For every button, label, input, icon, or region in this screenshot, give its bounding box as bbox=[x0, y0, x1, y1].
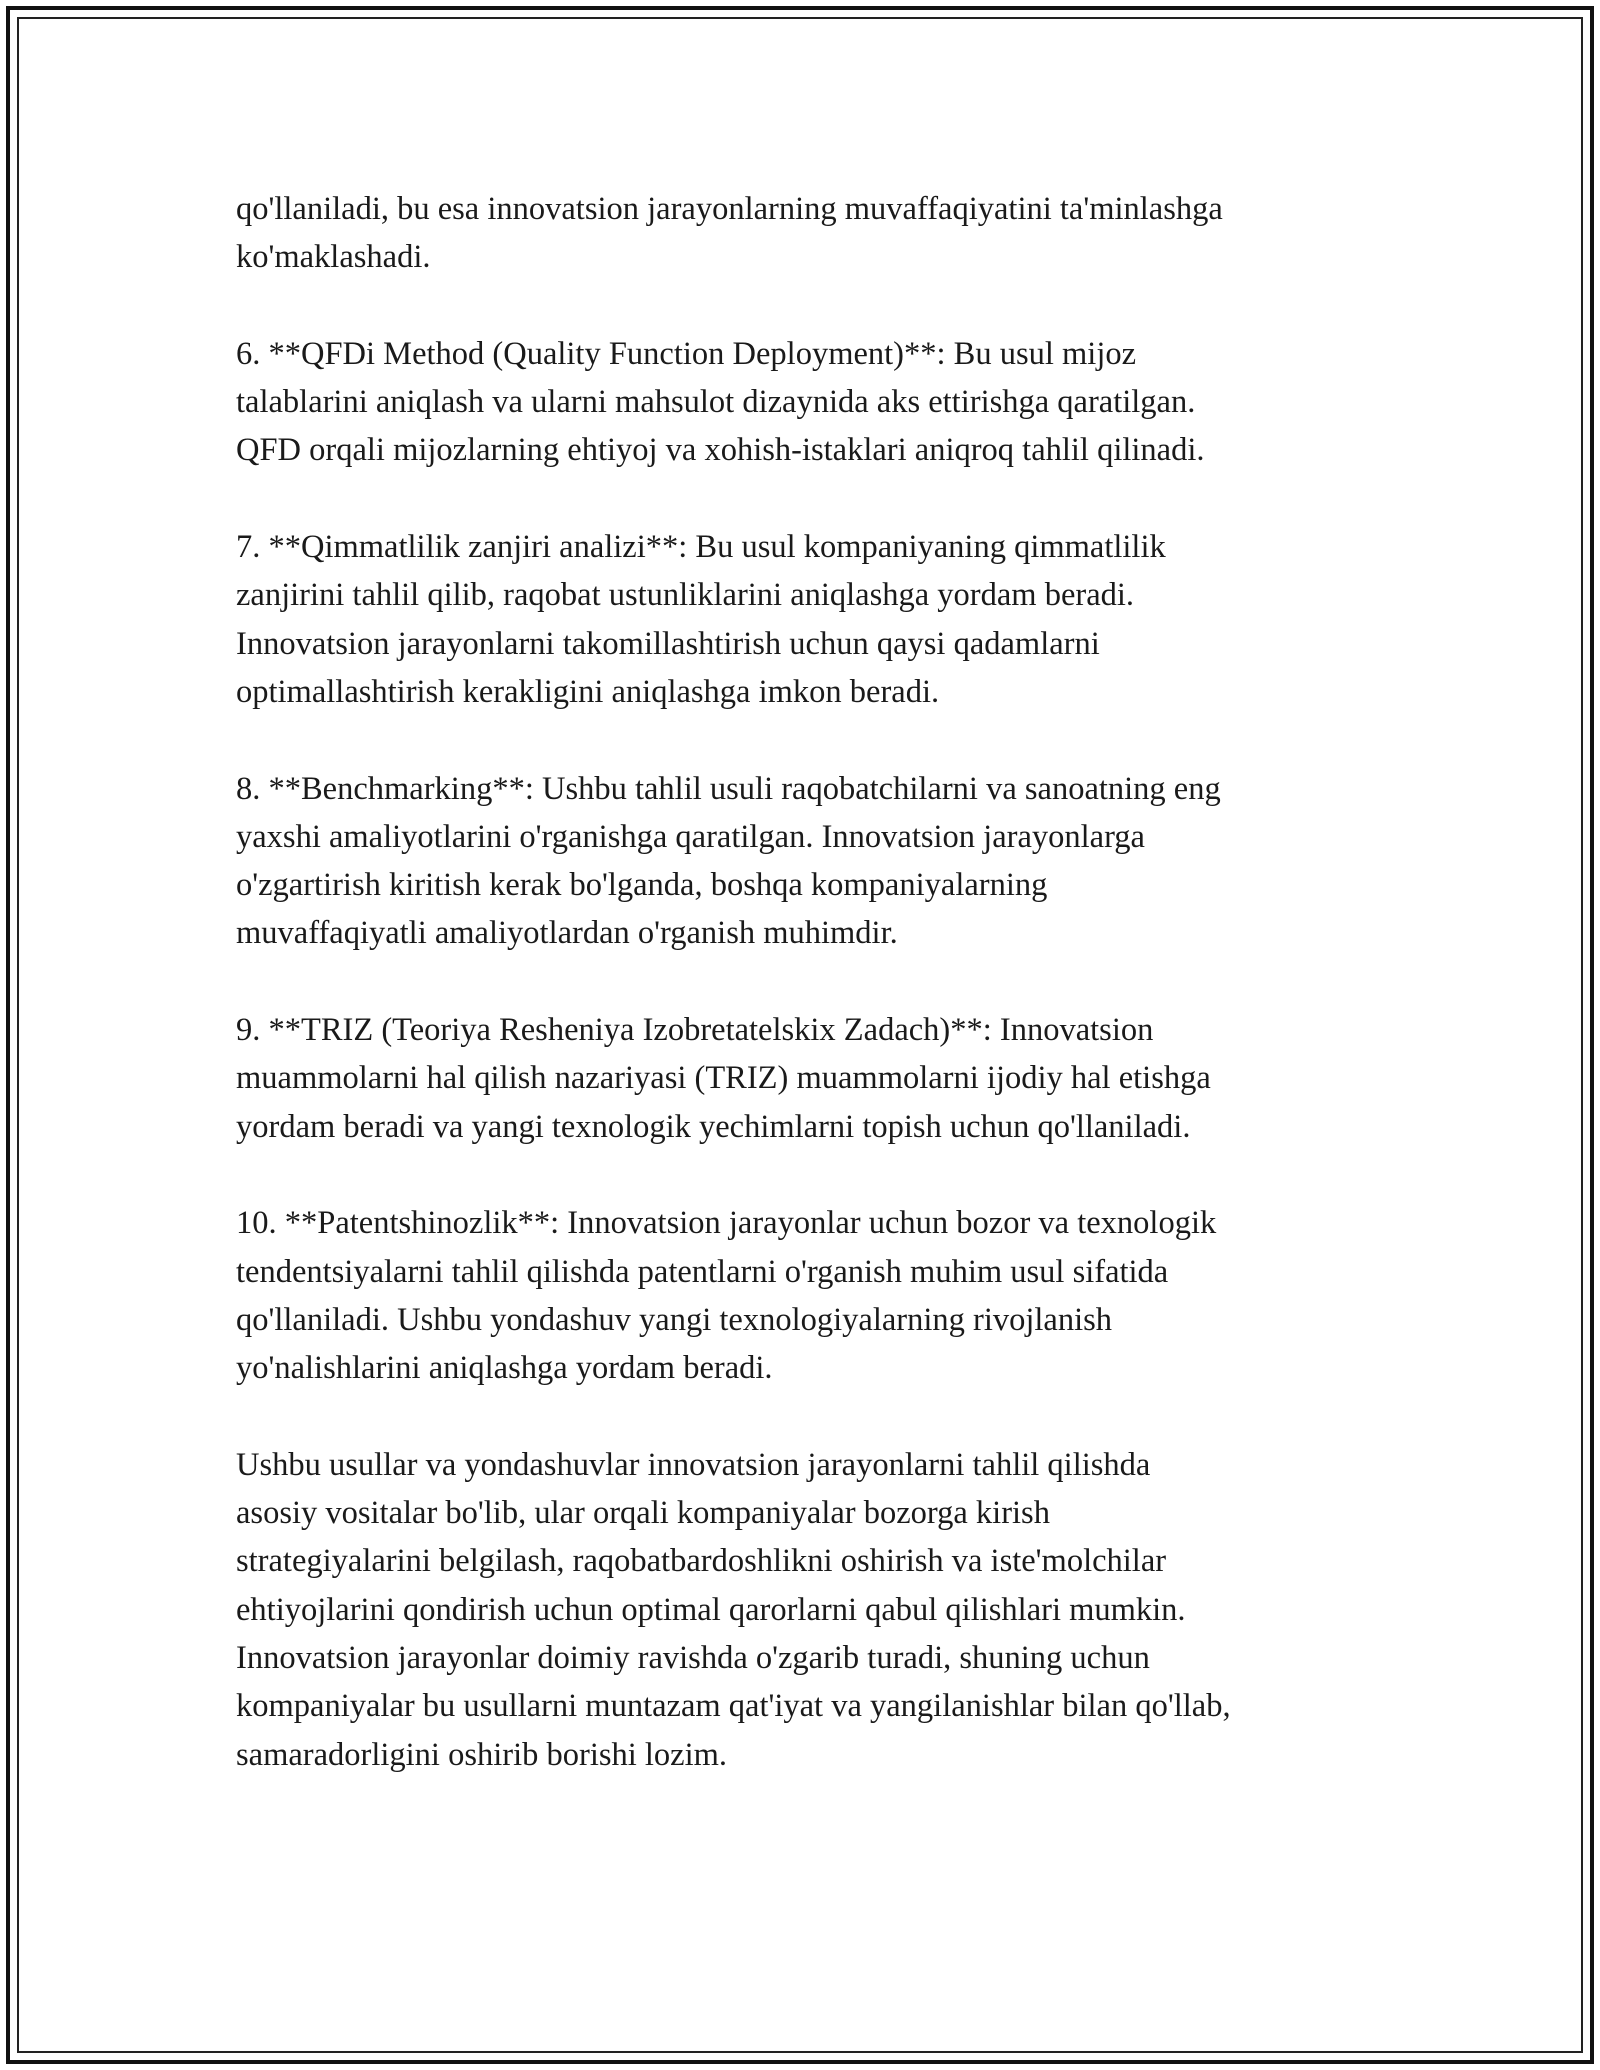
paragraph-item-9-triz: 9. **TRIZ (Teoriya Resheniya Izobretatelskix Zadach)**: Innovatsion muammolarni hal qilish nazariyasi (TRIZ) muammolarni ijodiy hal etishga yordam beradi va yangi texnologik yechimlarni topish uchun qo'llaniladi. bbox=[236, 1012, 1211, 1145]
paragraph-item-8-benchmarking: 8. **Benchmarking**: Ushbu tahlil usuli raqobatchilarni va sanoatning eng yaxshi amaliyotlarini o'rganishga qaratilgan. Innovatsion jarayonlarga o'zgartirish kiritish kerak bo'lganda, boshqa kompaniyalarning muvaffaqiyatli amaliyotlardan o'rganish muhimdir. bbox=[236, 770, 1221, 952]
paragraph-conclusion: Ushbu usullar va yondashuvlar innovatsion jarayonlarni tahlil qilishda asosiy vositalar bo'lib, ular orqali kompaniyalar bozorga kirish strategiyalarini belgilash, raqobatbardoshlikni oshirish va iste'molchilar ehtiyojlarini qondirish uchun optimal qarorlarni qabul qilishlari mumkin. Innovatsion jarayonlar doimiy ravishda o'zgarib turadi, shuning uchun kompaniyalar bu usullarni muntazam qat'iyat va yangilanishlar bilan qo'llab, samaradorligini oshirib borishi lozim. bbox=[236, 1446, 1231, 1773]
paragraph-item-6-qfd: 6. **QFDi Method (Quality Function Deployment)**: Bu usul mijoz talablarini aniqlash va ularni mahsulot dizaynida aks ettirishga qaratilgan. QFD orqali mijozlarning ehtiyoj va xohish-istaklari aniqroq tahlil qilinadi. bbox=[236, 335, 1205, 469]
paragraph-item-10-patents: 10. **Patentshinozlik**: Innovatsion jarayonlar uchun bozor va texnologik tendentsiyalarni tahlil qilishda patentlarni o'rganish muhim usul sifatida qo'llaniladi. Ushbu yondashuv yangi texnologiyalarning rivojlanish yo'nalishlarini aniqlashga yordam beradi. bbox=[236, 1205, 1217, 1387]
paragraph-item-7-value-chain: 7. **Qimmatlilik zanjiri analizi**: Bu usul kompaniyaning qimmatlilik zanjirini tahlil qilib, raqobat ustunliklarini aniqlashga yordam beradi. Innovatsion jarayonlarni takomillashtirish uchun qaysi qadamlarni optimallashtirish kerakligini aniqlashga imkon beradi. bbox=[236, 529, 1166, 710]
document-body bbox=[236, 185, 1396, 1779]
paragraph-intro-continuation: qo'llaniladi, bu esa innovatsion jarayonlarning muvaffaqiyatini ta'minlashga ko'maklashadi. bbox=[236, 191, 1223, 276]
